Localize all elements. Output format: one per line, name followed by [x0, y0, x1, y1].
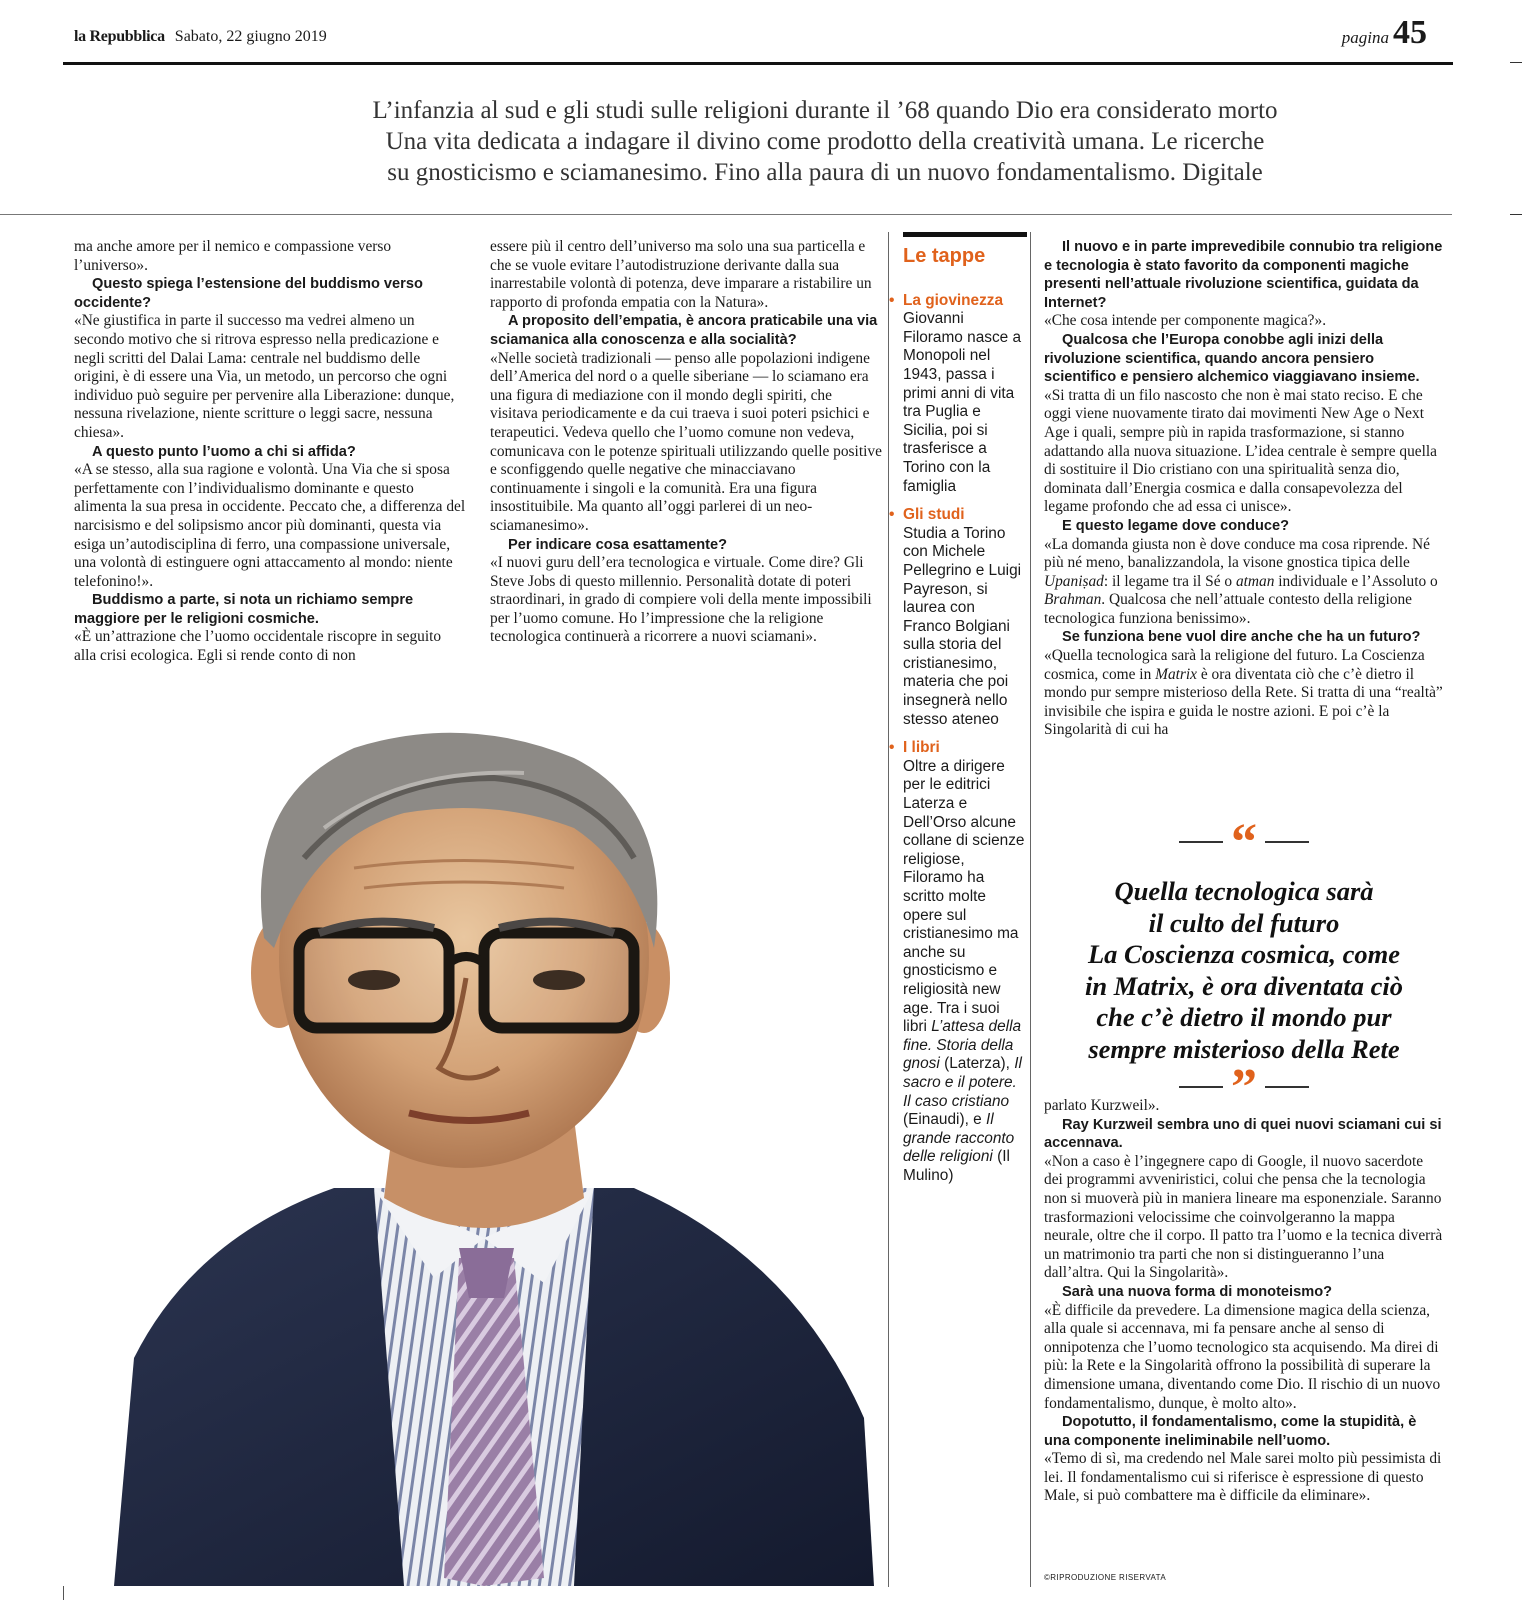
- corner-rule: [63, 1586, 64, 1600]
- page-number: 45: [1393, 14, 1427, 51]
- answer-paragraph: «I nuovi guru dell’era tecnologica e virtuale. Come dire? Gli Steve Jobs di questo millennio. Personalità dotate di poteri straordinari, in grado di compiere voli della mente impossibili per l’uomo comune. Ho l’impressione che la religione tecnologica continuerà a ricorrere a nuovi sciamani».: [490, 554, 872, 646]
- question-paragraph: Qualcosa che l’Europa conobbe agli inizi della rivoluzione scientifica, quando ancora pensiero scientifico e pensiero alchemico viaggiavano insieme.: [1044, 331, 1420, 386]
- book-title: Il grande racconto delle religioni: [903, 1111, 1015, 1166]
- quote-open-mark: [1044, 813, 1444, 871]
- column-divider: [1030, 232, 1031, 1587]
- answer-paragraph: «Temo di sì, ma credendo nel Male sarei molto più pessimista di lei. Il fondamentalismo cui si riferisce è espressione di questo Male, si può combattere ma è difficile da eliminare».: [1044, 1450, 1442, 1505]
- section-body: Giovanni Filoramo nasce a Monopoli nel 1943, passa i primi anni di vita tra Puglia e Sicilia, poi si trasferisce a Torino con la famiglia: [903, 310, 1022, 495]
- body-text: (Einaudi), e: [903, 1111, 986, 1129]
- article-column-4-continued: [1044, 1097, 1444, 1506]
- bullet-icon: •: [889, 291, 895, 309]
- book-title: Il sacro e il potere. Il caso cristiano: [903, 1055, 1022, 1110]
- body-text: individuale e l’Assoluto o: [1274, 572, 1438, 590]
- timeline-section: [889, 739, 1027, 1185]
- margin-tick: [1510, 214, 1522, 215]
- question-paragraph: Sarà una nuova forma di monoteismo?: [1062, 1283, 1333, 1300]
- subtitle-rule: [0, 214, 1452, 215]
- section-body: [903, 758, 1027, 1186]
- answer-paragraph: «Non a caso è l’ingegnere capo di Google, il nuovo sacerdote dei programmi avveniristici, colui che pensa che la tecnologia non si muoverà più in maniera lineare ma esponenziale. Saranno trasformazioni velocissime che coinvolgeranno la mappa neurale, oltre che il corpo. Il patto tra l’uomo e la tecnica diverrà un matrimonio tra parti che non si distingueranno l’una dall’altra. Qui la Singolarità».: [1044, 1152, 1443, 1282]
- emphasis: Matrix: [1155, 665, 1198, 683]
- page-number-label: [1342, 14, 1427, 52]
- body-text: (Il Mulino): [903, 1148, 1010, 1184]
- close-quote-icon: ”: [1231, 1058, 1257, 1116]
- section-heading: La giovinezza: [903, 291, 1004, 309]
- body-text: : il legame tra il Sé o: [1103, 572, 1236, 590]
- pull-quote-line: che c’è dietro il mondo pur: [1096, 1002, 1392, 1032]
- section-heading: Gli studi: [903, 506, 965, 524]
- pull-quote-text: [1044, 876, 1444, 1065]
- subtitle-line: Una vita dedicata a indagare il divino come prodotto della creatività umana. Le ricerche: [385, 128, 1265, 155]
- question-paragraph: Il nuovo e in parte imprevedibile connubio tra religione e tecnologia è stato favorito da componenti magiche presenti nell’attuale rivoluzione scientifica, guidata da Internet?: [1044, 239, 1443, 311]
- question-paragraph: A proposito dell’empatia, è ancora praticabile una via sciamanica alla conoscenza e alla socialità?: [490, 313, 878, 348]
- issue-date: Sabato, 22 giugno 2019: [174, 28, 327, 45]
- article-column-2: [490, 238, 882, 647]
- article-subtitle: [250, 95, 1400, 188]
- portrait-illustration: [74, 718, 889, 1586]
- timeline-sidebar: [889, 232, 1027, 1196]
- column-divider: [888, 232, 889, 1587]
- answer-paragraph: «Si tratta di un filo nascosto che non è mai stato reciso. E che oggi viene nuovamente tirato dai movimenti New Age o Next Age i quali, sempre più in rapida trasformazione, si stanno adattando alla nuova situazione. L’idea centrale è sempre quella di sostituire il Dio cristiano con una spiritualità senza dio, dominata dall’Energia cosmica e dalla consapevolezza del legame profondo che ad essa ci unisce».: [1044, 386, 1438, 516]
- emphasis: atman: [1235, 572, 1275, 590]
- answer-paragraph: ma anche amore per il nemico e compassione verso l’universo».: [74, 238, 392, 274]
- question-paragraph: Questo spiega l’estensione del buddismo verso occidente?: [74, 276, 423, 311]
- body-text: . Qualcosa che nell’attuale contesto della religione tecnologica funziona benissimo».: [1044, 591, 1412, 627]
- page-word: pagina: [1341, 28, 1389, 47]
- section-body: Studia a Torino con Michele Pellegrino e Luigi Payreson, si laurea con Franco Bolgiani sulla storia del cristianesimo, materia che poi insegnerà nello stesso ateneo: [903, 524, 1022, 728]
- header-rule: [63, 62, 1453, 65]
- question-paragraph: Buddismo a parte, si nota un richiamo sempre maggiore per le religioni cosmiche.: [74, 592, 414, 627]
- pull-quote-line: in Matrix, è ora diventata ciò: [1085, 970, 1403, 1001]
- answer-paragraph: essere più il centro dell’universo ma solo una sua particella e che se vuole evitare l’autodistruzione derivante dalla sua inarrestabile volontà di potenza, deve imparare a ristabilire un rapporto di profonda empatia con la Natura».: [490, 238, 872, 311]
- body-text: (Laterza),: [939, 1055, 1015, 1073]
- bullet-icon: •: [889, 739, 895, 757]
- question-paragraph: Dopotutto, il fondamentalismo, come la stupidità, è una componente ineliminabile nell’uomo.: [1044, 1414, 1417, 1449]
- subtitle-line: L’infanzia al sud e gli studi sulle religioni durante il ’68 quando Dio era considerato morto: [372, 97, 1278, 124]
- body-text: «Quella tecnologica sarà la religione del futuro. La Coscienza cosmica, come in: [1044, 647, 1425, 683]
- pull-quote-line: Quella tecnologica sarà: [1114, 876, 1374, 906]
- subtitle-line: su gnosticismo e sciamanesimo. Fino alla paura di un nuovo fondamentalismo. Digitale: [387, 159, 1263, 186]
- publication-name: la Repubblica: [74, 28, 165, 45]
- question-paragraph: Se funziona bene vuol dire anche che ha un futuro?: [1062, 629, 1421, 646]
- article-column-1: [74, 238, 466, 666]
- emphasis: Brahman: [1044, 591, 1102, 609]
- question-paragraph: Per indicare cosa esattamente?: [508, 536, 728, 553]
- open-quote-icon: “: [1231, 813, 1257, 871]
- answer-paragraph: [1044, 536, 1444, 629]
- bullet-icon: •: [889, 506, 895, 524]
- answer-paragraph: «Nelle società tradizionali — penso alle popolazioni indigene dell’America del nord o a quelle siberiane — lo sciamano era una figura di mediazione con il mondo degli spiriti, che visitava periodicamente e da cui traeva i suoi poteri psichici e terapeutici. Vedeva quello che l’uomo comune non vedeva, comunicava con le potenze spirituali utilizzando quelle positive e sconfiggendo quelle negative che minacciavano continuamente i singoli e la comunità. Era una figura insostituibile. Ma quanto all’oggi parlerei di un neo-sciamanesimo».: [490, 349, 882, 534]
- question-paragraph: A questo punto l’uomo a chi si affida?: [92, 443, 356, 460]
- copyright-credit: ©RIPRODUZIONE RISERVATA: [1044, 1573, 1167, 1582]
- body-text: «La domanda giusta non è dove conduce ma cosa riprende. Né più né meno, banalizzandola, la visone gnostica tipica delle: [1044, 535, 1430, 572]
- emphasis: Upaniṣad: [1044, 572, 1104, 590]
- sidebar-top-bar: [903, 232, 1027, 237]
- answer-paragraph: [1044, 647, 1444, 740]
- pull-quote-line: La Coscienza cosmica, come: [1087, 939, 1401, 969]
- body-text: è ora diventata ciò che c’è dietro il mondo pur sempre misterioso della Rete. Si tratta di una “realtà” invisibile che ispira e guida le nostre azioni. E poi c’è la Singolarità di cui ha: [1044, 665, 1443, 739]
- body-text: Oltre a dirigere per le editrici Laterza e Dell’Orso alcune collane di scienze religiose, Filoramo ha scritto molte opere sul cristianesimo ma anche su gnosticismo e religiosità new age. Tra i suoi libri: [903, 757, 1025, 1036]
- book-title: L’attesa della fine. Storia della gnosi: [903, 1018, 1022, 1073]
- timeline-section: [889, 506, 1027, 729]
- question-paragraph: E questo legame dove conduce?: [1062, 517, 1290, 534]
- portrait-drawing: [74, 718, 889, 1586]
- timeline-section: [889, 291, 1027, 497]
- question-paragraph: Ray Kurzweil sembra uno di quei nuovi sciamani cui si accennava.: [1044, 1116, 1442, 1152]
- answer-paragraph: «Ne giustifica in parte il successo ma vedrei almeno un secondo motivo che si ritrova espresso nella predicazione e negli scritti del Dalai Lama: centrale nel buddismo delle origini, è di essere una Via, un metodo, un percorso che ogni individuo può seguire per pervenire alla Liberazione: dunque, nessuna rivelazione, niente scritture o leggi sacre, nessuna chiesa».: [74, 312, 455, 441]
- answer-paragraph: «È difficile da prevedere. La dimensione magica della scienza, alla quale si accennava, mi fa pensare anche al senso di onnipotenza che l’uomo tecnologico sta acquisendo. Ma direi di più: la Rete e la Singolarità offrono la possibilità di superare la dimensione umana, diventando come Dio. Il rischio di un nuovo fondamentalismo, dunque, è molto alto».: [1044, 1301, 1441, 1412]
- margin-tick: [1510, 62, 1522, 63]
- answer-paragraph: parlato Kurzweil».: [1044, 1097, 1160, 1114]
- pull-quote-line: sempre misterioso della Rete: [1088, 1033, 1400, 1064]
- article-column-4: [1044, 238, 1444, 740]
- answer-paragraph: «A se stesso, alla sua ragione e volontà. Una Via che si sposa perfettamente con l’individualismo dominante e questo alimenta la sua presa in occidente. Peccato che, a differenza del narcisismo e del solipsismo ancor più dominanti, questa via esiga un’autodisciplina di ferro, una compassione universale, una volontà di estinguere ogni attaccamento al mondo: niente telefonino!».: [74, 461, 466, 590]
- answer-paragraph: «Che cosa intende per componente magica?».: [1044, 312, 1327, 330]
- sidebar-title: Le tappe: [903, 245, 986, 267]
- pull-quote-line: il culto del futuro: [1148, 907, 1340, 938]
- section-heading: I libri: [903, 739, 940, 757]
- answer-paragraph: «È un’attrazione che l’uomo occidentale riscopre in seguito alla crisi ecologica. Egli si rende conto di non: [74, 628, 442, 665]
- masthead: [74, 28, 327, 46]
